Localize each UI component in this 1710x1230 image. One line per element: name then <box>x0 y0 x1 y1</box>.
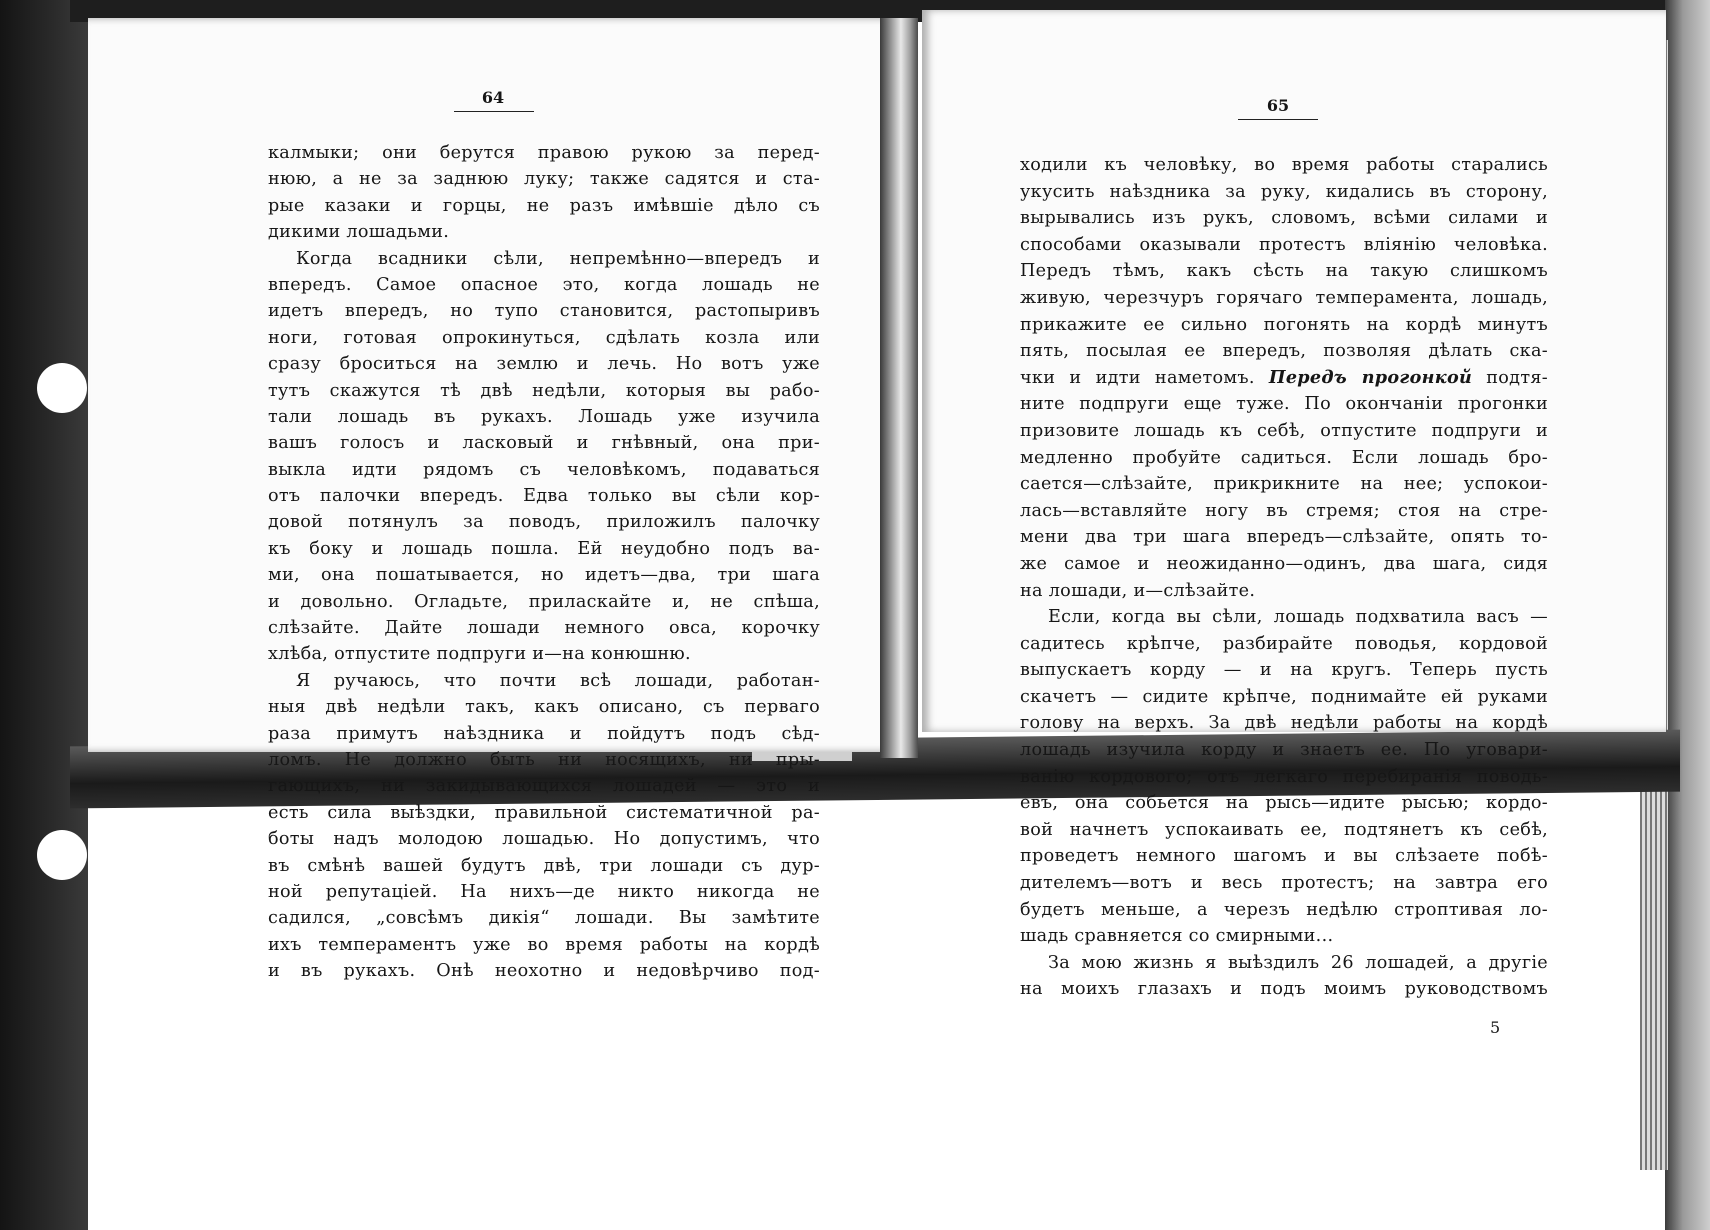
text-line: садитесь крѣпче, разбирайте поводья, кордовой <box>1020 633 1548 654</box>
text-line: сается—слѣзайте, прикрикните на нее; успокои- <box>1020 474 1548 495</box>
text-line: раза примутъ наѣздника и пойдутъ подъ сѣд- <box>268 723 820 744</box>
text-line: гающихъ, ни закидывающихся лошадей — это и <box>268 776 820 797</box>
right-page-text <box>1020 152 1548 1003</box>
text-line: ходили къ человѣку, во время работы старались <box>1020 155 1548 175</box>
text-line: евъ, она собьется на рысь—идите рысью; кордо- <box>1020 793 1548 814</box>
text-line: довой потянулъ за поводъ, приложилъ палочку <box>268 512 820 533</box>
text-line: на лошади, и—слѣзайте. <box>1020 580 1256 601</box>
text-line: ноги, готовая опрокинуться, сдѣлать козла или <box>268 327 820 348</box>
text-line: пять, посылая ее впередъ, позволяя дѣлать ска- <box>1020 341 1548 362</box>
book-spine <box>880 18 918 758</box>
text-line: на моихъ глазахъ и подъ моимъ руководствомъ <box>1020 979 1548 1000</box>
text-line: лась—вставляйте ногу въ стремя; стоя на стре- <box>1020 500 1548 521</box>
text-line: скачетъ — сидите крѣпче, поднимайте ей руками <box>1020 686 1548 707</box>
text-line: вой начнетъ успокаивать ее, подтянетъ къ себѣ, <box>1020 819 1548 840</box>
text-line: отъ палочки впередъ. Едва только вы сѣли кор- <box>268 486 820 507</box>
text-line: тали лошадь въ рукахъ. Лошадь уже изучила <box>268 406 820 427</box>
text-line: дителемъ—вотъ и весь протестъ; на завтра его <box>1020 873 1548 894</box>
right-page <box>922 10 1666 1037</box>
text-line: и довольно. Огладьте, приласкайте и, не спѣша, <box>268 591 820 612</box>
text-line: будетъ меньше, а черезъ недѣлю строптивая ло- <box>1020 899 1548 920</box>
text-line: способами оказывали протестъ вліянію человѣка. <box>1020 234 1548 255</box>
text-line: проведетъ немного шагомъ и вы слѣзаете побѣ- <box>1020 846 1548 867</box>
text-line: слѣзайте. Дайте лошади немного овса, корочку <box>268 618 820 639</box>
text-line: мени два три шага впередъ—слѣзайте, опять то- <box>1020 527 1548 548</box>
punch-hole-upper <box>37 363 87 413</box>
text-line: къ боку и лошадь пошла. Ей неудобно подъ ва- <box>268 538 820 559</box>
text-line: рые казаки и горцы, не разъ имѣвшіе дѣло съ <box>268 195 820 216</box>
text-line: ните подпруги еще туже. По окончаніи прогонки <box>1020 394 1548 415</box>
left-page-text <box>268 140 820 985</box>
text-line: вырывались изъ рукъ, словомъ, всѣми силами и <box>1020 208 1548 229</box>
text-line: лошадь изучила корду и знаетъ ее. По уговари- <box>1020 740 1548 761</box>
text-line: ванію кордового; отъ легкаго перебиранія поводь- <box>1020 766 1548 787</box>
text-line: идетъ впередъ, но тупо становится, растопыривъ <box>268 301 820 322</box>
text-line: Я ручаюсь, что почти всѣ лошади, работан- <box>296 670 820 691</box>
text-line: калмыки; они берутся правою рукою за перед- <box>268 143 820 163</box>
text-line: впередъ. Самое опасное это, когда лошадь не <box>268 274 820 295</box>
text-line: ныя двѣ недѣли такъ, какъ описано, съ перваго <box>268 697 820 718</box>
text-line: садился, „совсѣмъ дикія“ лошади. Вы замѣтите <box>268 908 820 929</box>
book-cover-right-edge <box>1665 0 1710 1230</box>
text-line: нюю, а не за заднюю луку; также садятся и ста- <box>268 169 820 190</box>
text-line: дикими лошадьми. <box>268 222 450 243</box>
text-line: ломъ. Не должно быть ни носящихъ, ни пры- <box>268 749 820 770</box>
text-line: ихъ темпераментъ уже во время работы на кордѣ <box>268 934 820 955</box>
text-line: выпускаетъ корду — и на кругъ. Теперь пусть <box>1020 660 1548 681</box>
text-line: За мою жизнь я выѣздилъ 26 лошадей, а другіе <box>1048 952 1548 973</box>
text-line: Передъ тѣмъ, какъ сѣсть на такую слишкомъ <box>1020 261 1548 282</box>
page-number-left: 64 <box>481 88 505 107</box>
signature-mark: 5 <box>1490 1018 1501 1037</box>
text-line: боты надъ молодою лошадью. Но допустимъ, что <box>268 829 820 850</box>
text-line: выкла идти рядомъ съ человѣкомъ, подаваться <box>268 459 820 480</box>
text-line: въ смѣнѣ вашей будутъ двѣ, три лошади съ дур- <box>268 855 820 876</box>
text-line: тутъ скажутся тѣ двѣ недѣли, которыя вы рабо- <box>268 380 820 401</box>
text-line: прикажите ее сильно погонять на кордѣ минутъ <box>1020 314 1548 335</box>
book-cover-left-edge <box>0 0 88 1230</box>
emphasized-phrase: Передъ прогонкой <box>1268 366 1473 388</box>
page-number-rule-left <box>454 111 534 112</box>
text-line: ми, она пошатывается, но идетъ—два, три шага <box>268 565 820 586</box>
text-line: шадь сравняется со смирными... <box>1020 926 1334 947</box>
text-line: Если, когда вы сѣли, лошадь подхватила васъ — <box>1048 607 1548 628</box>
text-line: укусить наѣздника за руку, кидались въ сторону, <box>1020 181 1548 202</box>
text-line: же самое и неожиданно—одинъ, два шага, сидя <box>1020 553 1548 574</box>
text-line: медленно пробуйте садиться. Если лошадь бро- <box>1020 447 1548 468</box>
text-line: ной репутаціей. На нихъ—де никто никогда не <box>268 881 820 902</box>
text-line: хлѣба, отпустите подпруги и—на конюшню. <box>268 644 691 665</box>
page-number-rule-right <box>1238 119 1318 120</box>
page-number-right: 65 <box>1266 96 1290 115</box>
left-page <box>88 18 914 982</box>
text-line: чки и идти наметомъ. Передъ прогонкой подтя- <box>1020 366 1548 388</box>
text-line: призовите лошадь къ себѣ, отпустите подпруги и <box>1020 420 1548 441</box>
text-line: сразу броситься на землю и лечь. Но вотъ уже <box>268 354 820 375</box>
text-line: Когда всадники сѣли, непремѣнно—впередъ и <box>296 248 820 269</box>
text-line: вашъ голосъ и ласковый и гнѣвный, она при- <box>268 433 820 454</box>
punch-hole-lower <box>37 830 87 880</box>
text-line: и въ рукахъ. Онѣ неохотно и недовѣрчиво под- <box>268 961 820 982</box>
text-line: голову на верхъ. За двѣ недѣли работы на кордѣ <box>1020 713 1548 734</box>
text-line: есть сила выѣздки, правильной систематичной ра- <box>268 802 820 823</box>
text-line: живую, черезчуръ горячаго темперамента, лошадь, <box>1020 287 1548 308</box>
